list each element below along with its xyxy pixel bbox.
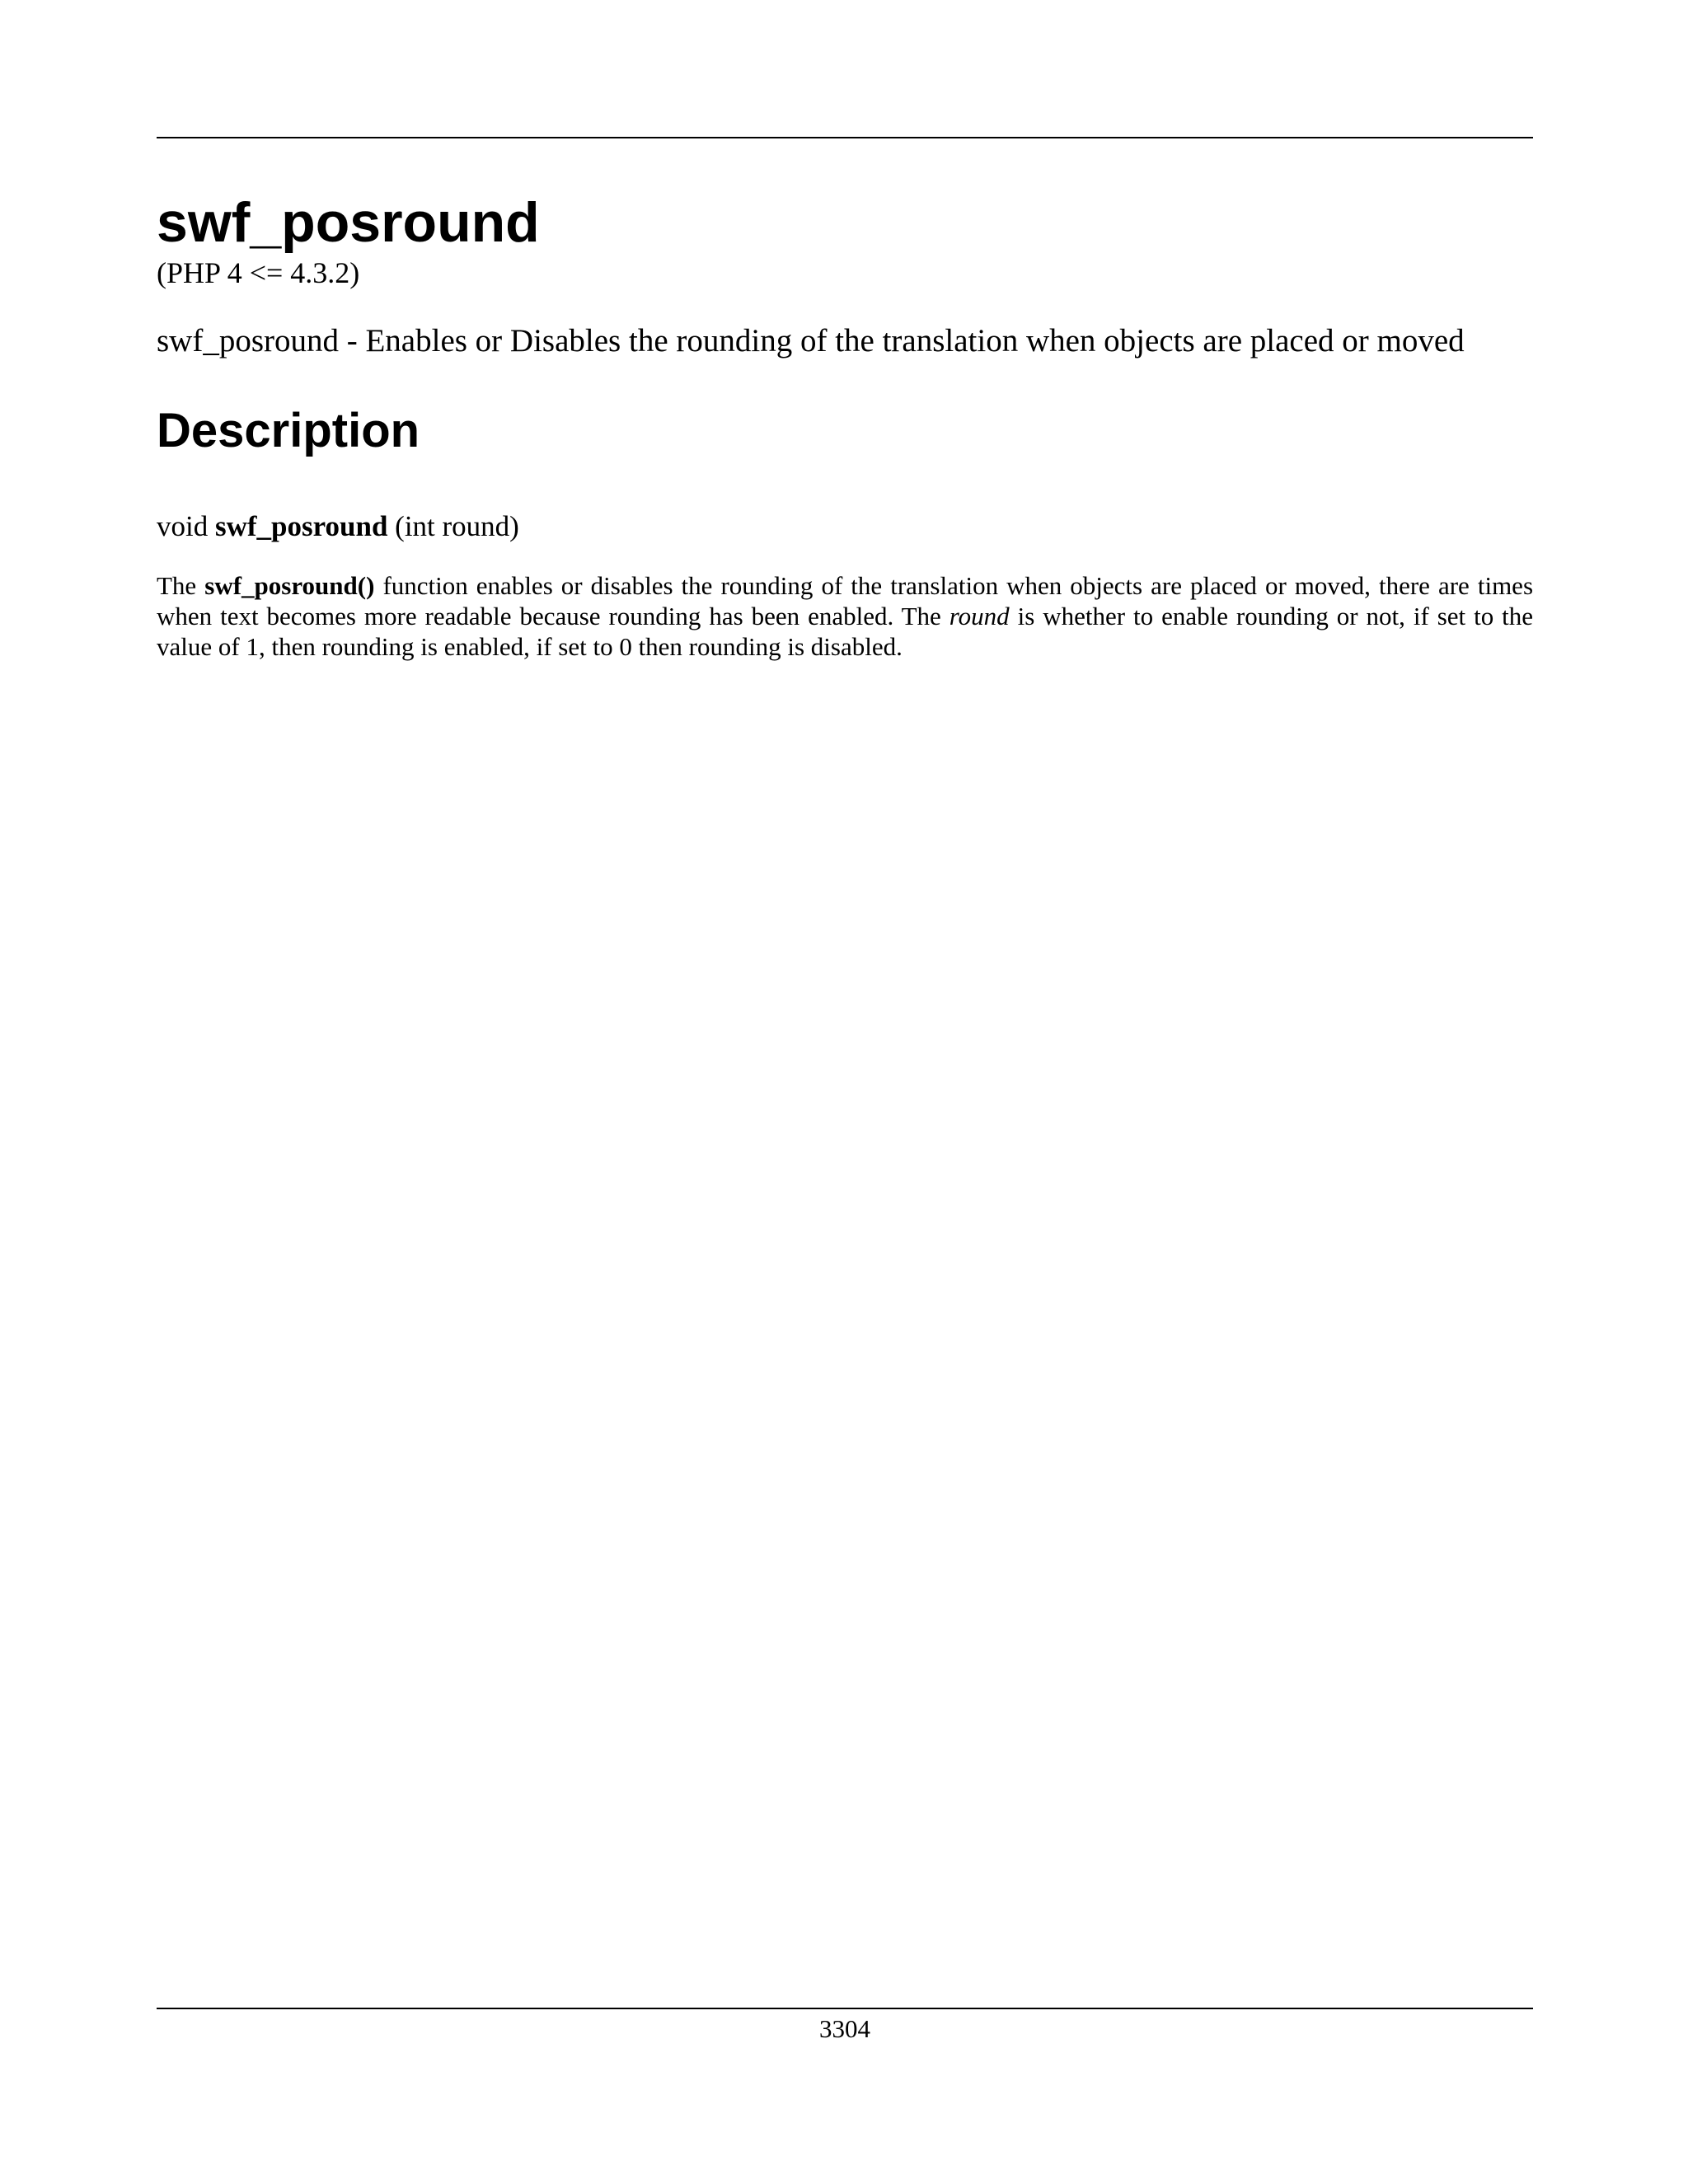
page-title: swf_posround [157, 191, 540, 254]
description-paragraph [157, 570, 1533, 662]
section-heading-description: Description [157, 404, 420, 457]
function-name: swf_posround [214, 510, 388, 542]
paragraph-text-1: The [157, 571, 197, 600]
top-rule [157, 137, 1533, 138]
page-number: 3304 [819, 2014, 870, 2043]
bottom-rule [157, 2008, 1533, 2009]
version-info: (PHP 4 <= 4.3.2) [157, 256, 360, 289]
paragraph-text-2: function enables or disables the rounding of the translation when objects are placed or moved, there are times when text becomes more readable because rounding has been enabled. The [157, 571, 1534, 630]
return-type: void [157, 510, 209, 542]
function-synopsis [157, 509, 519, 545]
function-reference: swf_posround() [204, 571, 375, 600]
function-params: (int round) [395, 510, 519, 542]
document-page [157, 0, 1533, 2184]
paragraph-text-3: is whether to enable rounding or not, if set to the value of 1, then rounding is enabled, if set to 0 then rounding is disabled. [157, 602, 1534, 661]
function-summary: swf_posround - Enables or Disables the rounding of the translation when objects are placed or moved [157, 323, 1465, 359]
parameter-reference: round [949, 602, 1010, 630]
